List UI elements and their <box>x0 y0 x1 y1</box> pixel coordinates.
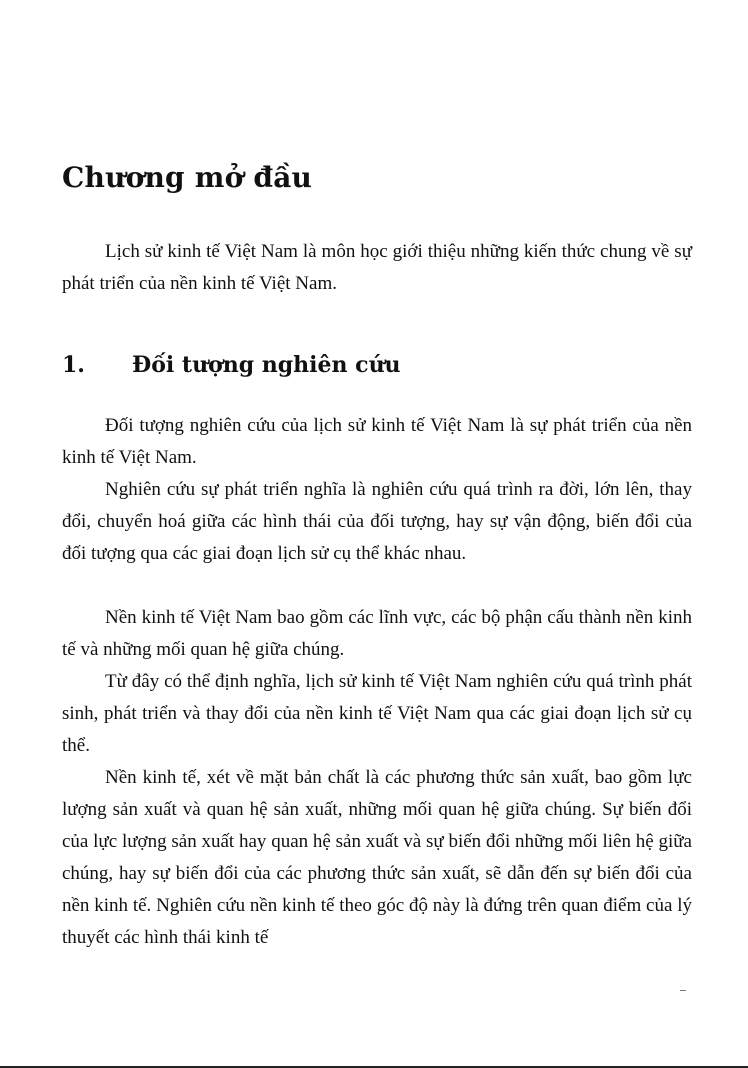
section-heading <box>62 348 702 382</box>
intro-paragraph: Lịch sử kinh tế Việt Nam là môn học giới thiệu những kiến thức chung về sự phát triển của nền kinh tế Việt Nam. <box>62 241 692 294</box>
chapter-title: Chương mở đầu <box>62 161 313 194</box>
body-paragraph: Đối tượng nghiên cứu của lịch sử kinh tế Việt Nam là sự phát triển của nền kinh tế Việt Nam. <box>62 415 692 468</box>
section-number: 1. <box>62 352 85 378</box>
body-paragraph: Từ đây có thể định nghĩa, lịch sử kinh tế Việt Nam nghiên cứu quá trình phát sinh, phát triển và thay đổi của nền kinh tế Việt Nam qua các giai đoạn lịch sử cụ thể. <box>62 671 692 756</box>
body-paragraph: Nền kinh tế, xét về mặt bản chất là các phương thức sản xuất, bao gồm lực lượng sản xuất và quan hệ sản xuất, những mối quan hệ giữa chúng. Sự biến đổi của lực lượng sản xuất hay quan hệ sản xuất và sự biến đổi những mối liên hệ giữa chúng, hay sự biến đổi của các phương thức sản xuất, sẽ dẫn đến sự biến đổi của nền kinh tế. Nghiên cứu nền kinh tế theo góc độ này là đứng trên quan điểm của lý thuyết các hình thái kinh tế <box>62 767 692 948</box>
body-paragraph: Nghiên cứu sự phát triển nghĩa là nghiên cứu quá trình ra đời, lớn lên, thay đổi, chuyển hoá giữa các hình thái của đối tượng, hay sự vận động, biến đổi của đối tượng qua các giai đoạn lịch sử cụ thể khác nhau. <box>62 479 692 564</box>
scan-mark <box>680 990 686 991</box>
section-title: Đối tượng nghiên cứu <box>132 352 401 378</box>
body-paragraph: Nền kinh tế Việt Nam bao gồm các lĩnh vực, các bộ phận cấu thành nền kinh tế và những mối quan hệ giữa chúng. <box>62 607 692 660</box>
